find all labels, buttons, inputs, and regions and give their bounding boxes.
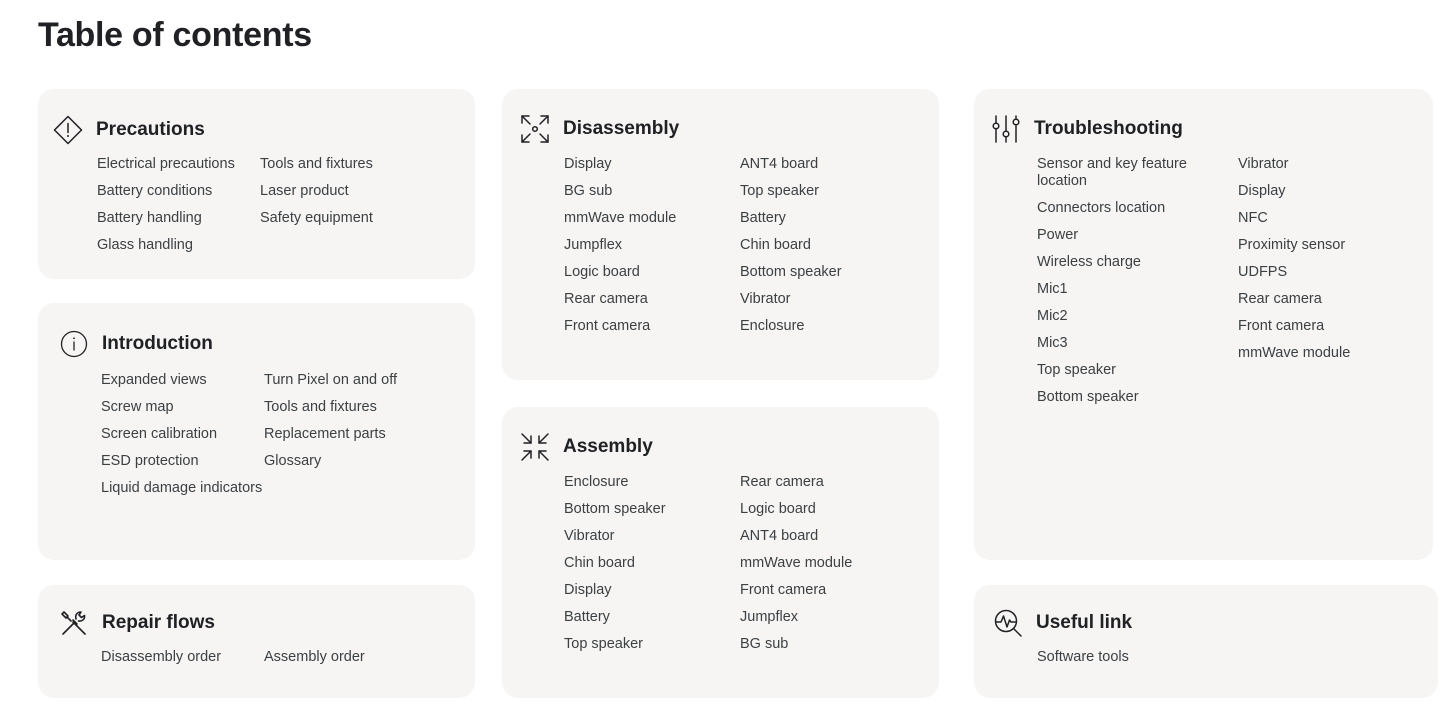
toc-link[interactable]: Top speaker: [564, 636, 643, 652]
disassembly-col1: [564, 156, 676, 345]
introduction-title: Introduction: [102, 333, 213, 354]
toc-link[interactable]: Proximity sensor: [1238, 237, 1346, 253]
toc-link[interactable]: BG sub: [740, 636, 789, 652]
toc-link[interactable]: Power: [1037, 227, 1079, 243]
toc-link[interactable]: Bottom speaker: [740, 264, 842, 280]
toc-link[interactable]: Screw map: [101, 399, 174, 415]
troubleshooting-card: [974, 89, 1433, 560]
toc-link[interactable]: Glass handling: [97, 237, 193, 253]
toc-link[interactable]: Vibrator: [564, 528, 615, 544]
toc-link[interactable]: Assembly order: [264, 649, 365, 665]
assembly-col2: [740, 474, 852, 663]
disassembly-title: Disassembly: [563, 118, 680, 139]
toc-link[interactable]: Bottom speaker: [564, 501, 666, 517]
toc-link[interactable]: Wireless charge: [1037, 254, 1141, 270]
toc-link[interactable]: Glossary: [264, 453, 322, 469]
toc-link[interactable]: Battery: [740, 210, 786, 226]
toc-link[interactable]: Electrical precautions: [97, 156, 235, 172]
repair-flows-card: [38, 585, 475, 698]
toc-link[interactable]: Top speaker: [740, 183, 819, 199]
toc-link[interactable]: Front camera: [564, 318, 651, 334]
precautions-col2: [260, 156, 373, 237]
page-title: Table of contents: [38, 16, 312, 54]
toc-link[interactable]: Display: [564, 582, 612, 598]
toc-link[interactable]: Rear camera: [564, 291, 648, 307]
toc-link[interactable]: Display: [564, 156, 612, 172]
toc-link[interactable]: mmWave module: [740, 555, 853, 571]
toc-link[interactable]: Rear camera: [1238, 291, 1322, 307]
toc-link[interactable]: Enclosure: [564, 474, 629, 490]
toc-link[interactable]: Safety equipment: [260, 210, 373, 226]
toc-link[interactable]: mmWave module: [564, 210, 677, 226]
toc-link[interactable]: Front camera: [1238, 318, 1325, 334]
toc-link[interactable]: BG sub: [564, 183, 613, 199]
repair-flows-col2: [264, 649, 365, 676]
toc-link[interactable]: Liquid damage indicators: [101, 480, 263, 496]
toc-link[interactable]: Rear camera: [740, 474, 824, 490]
precautions-col1: [97, 156, 235, 264]
precautions-card: [38, 89, 475, 279]
repair-flows-col1: [101, 649, 221, 676]
expand-arrows-icon: [519, 113, 551, 145]
toc-link[interactable]: Logic board: [564, 264, 640, 280]
toc-link[interactable]: Top speaker: [1037, 362, 1116, 378]
assembly-col1: [564, 474, 666, 663]
repair-flows-title: Repair flows: [102, 612, 215, 633]
toc-link[interactable]: Battery handling: [97, 210, 202, 226]
toc-link[interactable]: Screen calibration: [101, 426, 218, 442]
tools-icon: [58, 607, 90, 639]
warning-diamond-icon: [52, 114, 84, 146]
toc-link[interactable]: mmWave module: [1238, 345, 1351, 361]
toc-link[interactable]: Display: [1238, 183, 1286, 199]
disassembly-col2: [740, 156, 842, 345]
toc-link[interactable]: Battery conditions: [97, 183, 213, 199]
toc-link[interactable]: Jumpflex: [740, 609, 799, 625]
toc-link[interactable]: Chin board: [740, 237, 811, 253]
toc-link[interactable]: Tools and fixtures: [260, 156, 373, 172]
assembly-title: Assembly: [563, 436, 653, 457]
toc-link[interactable]: Turn Pixel on and off: [264, 372, 397, 388]
toc-link[interactable]: Front camera: [740, 582, 827, 598]
toc-link[interactable]: NFC: [1238, 210, 1268, 226]
useful-link-title: Useful link: [1036, 612, 1133, 633]
toc-link[interactable]: Bottom speaker: [1037, 389, 1139, 405]
disassembly-card: [502, 89, 939, 380]
toc-link[interactable]: Sensor and key feature location: [1037, 156, 1187, 189]
introduction-card: [38, 303, 475, 560]
sliders-icon: [990, 113, 1022, 145]
toc-link[interactable]: Expanded views: [101, 372, 207, 388]
toc-link[interactable]: Connectors location: [1037, 200, 1166, 216]
useful-link-col1: [1037, 649, 1129, 676]
toc-link[interactable]: Mic3: [1037, 335, 1068, 351]
toc-link[interactable]: Jumpflex: [564, 237, 623, 253]
toc-link[interactable]: ANT4 board: [740, 528, 819, 544]
introduction-col2: [264, 372, 397, 480]
toc-link[interactable]: Laser product: [260, 183, 349, 199]
toc-link[interactable]: Mic2: [1037, 308, 1068, 324]
troubleshooting-title: Troubleshooting: [1034, 118, 1183, 139]
search-pulse-icon: [992, 607, 1024, 639]
toc-link[interactable]: Battery: [564, 609, 610, 625]
collapse-arrows-icon: [519, 431, 551, 463]
toc-link[interactable]: Replacement parts: [264, 426, 386, 442]
toc-link[interactable]: Tools and fixtures: [264, 399, 377, 415]
toc-link[interactable]: Enclosure: [740, 318, 805, 334]
info-circle-icon: [58, 328, 90, 360]
toc-link[interactable]: Chin board: [564, 555, 635, 571]
toc-link[interactable]: Vibrator: [740, 291, 791, 307]
troubleshooting-col2: [1238, 156, 1350, 372]
toc-link[interactable]: ESD protection: [101, 453, 199, 469]
toc-link[interactable]: Software tools: [1037, 649, 1129, 665]
toc-link[interactable]: Vibrator: [1238, 156, 1289, 172]
troubleshooting-col1: [1037, 156, 1217, 416]
precautions-title: Precautions: [96, 119, 205, 140]
toc-link[interactable]: Logic board: [740, 501, 816, 517]
toc-link[interactable]: ANT4 board: [740, 156, 819, 172]
useful-link-card: [974, 585, 1438, 698]
assembly-card: [502, 407, 939, 698]
toc-link[interactable]: Mic1: [1037, 281, 1068, 297]
toc-link[interactable]: UDFPS: [1238, 264, 1288, 280]
introduction-col1: [101, 372, 262, 507]
toc-link[interactable]: Disassembly order: [101, 649, 222, 665]
